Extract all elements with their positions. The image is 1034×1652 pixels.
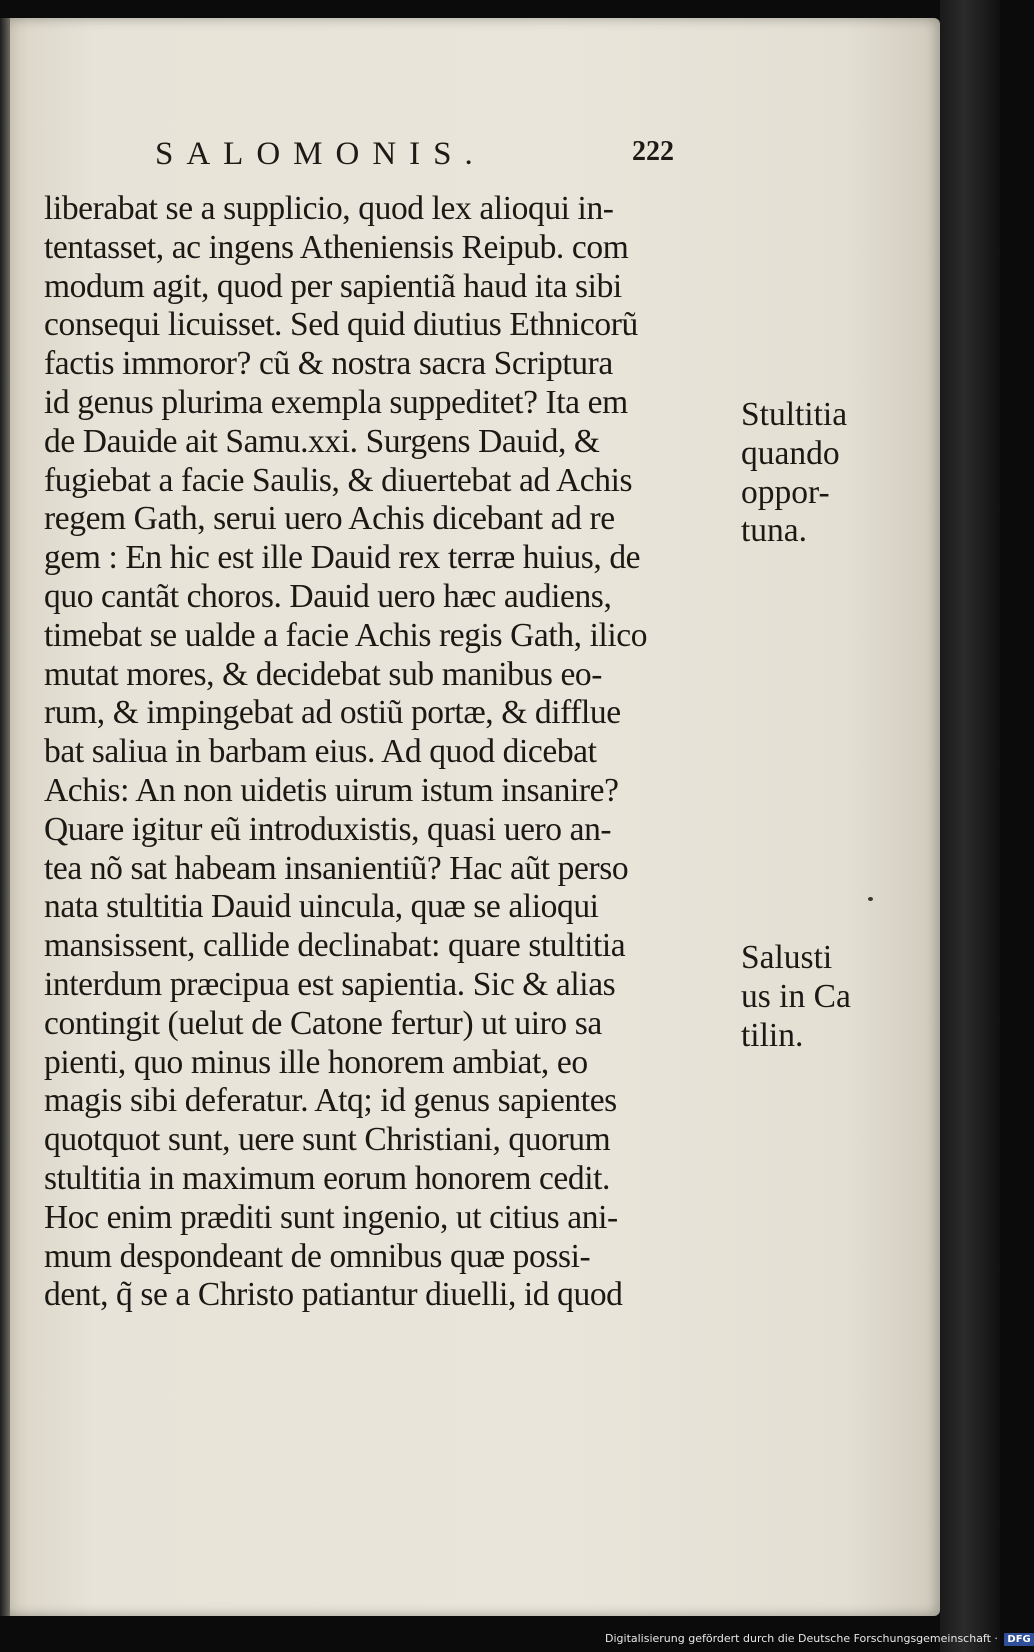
credit-text: Digitalisierung gefördert durch die Deutsche Forschungsgemeinschaft · xyxy=(605,1632,998,1645)
text-line: regem Gath, serui uero Achis dicebant ad re xyxy=(44,500,615,538)
text-line: mansissent, callide declinabat: quare stultitia xyxy=(44,927,626,965)
text-line: Hoc enim præditi sunt ingenio, ut citius ani- xyxy=(44,1198,618,1236)
running-title: SALOMONIS. xyxy=(155,136,486,172)
marginal-note-line: quando xyxy=(741,434,840,472)
marginal-note-line: tuna. xyxy=(741,512,808,550)
text-line: rum, & impingebat ad ostiũ portæ, & difflue xyxy=(44,694,621,732)
text-line: factis immoror? cũ & nostra sacra Scriptura xyxy=(44,345,613,383)
body-text xyxy=(44,190,734,1315)
marginal-note-stultitia xyxy=(741,396,931,551)
marginal-note-line: us in Ca xyxy=(741,977,851,1015)
marginal-note-line: Salusti xyxy=(741,939,833,976)
text-line: interdum præcipua est sapientia. Sic & alias xyxy=(44,965,616,1003)
marginal-note-line: oppor- xyxy=(741,473,830,511)
digitization-credit xyxy=(605,1632,1034,1646)
text-line: de Dauide ait Samu.xxi. Surgens Dauid, & xyxy=(44,422,600,460)
scan-background-strip xyxy=(940,0,1000,1652)
text-line: quotquot sunt, uere sunt Christiani, quorum xyxy=(44,1121,611,1159)
text-line: tentasset, ac ingens Atheniensis Reipub. com xyxy=(44,228,629,266)
text-line: dent, q̃ se a Christo patiantur diuelli, id quod xyxy=(44,1276,623,1314)
text-line: consequi licuisset. Sed quid diutius Ethnicorũ xyxy=(44,306,638,344)
text-line: contingit (uelut de Catone fertur) ut uiro sa xyxy=(44,1004,602,1042)
text-line: id genus plurima exempla suppeditet? Ita em xyxy=(44,383,628,421)
ink-speck xyxy=(868,897,873,901)
text-line: timebat se ualde a facie Achis regis Gath, ilico xyxy=(44,616,648,654)
marginal-note-line: Stultitia xyxy=(741,396,848,433)
dfg-logo: DFG xyxy=(1004,1633,1033,1646)
text-line: nata stultitia Dauid uincula, quæ se alioqui xyxy=(44,888,599,926)
text-line: magis sibi deferatur. Atq; id genus sapientes xyxy=(44,1082,617,1120)
text-line: quo cantãt choros. Dauid uero hæc audiens, xyxy=(44,577,612,615)
text-line: Achis: An non uidetis uirum istum insanire? xyxy=(44,771,619,809)
text-line: modum agit, quod per sapientiã haud ita sibi xyxy=(44,267,622,305)
marginal-note-salustius xyxy=(741,939,931,1055)
text-line: Quare igitur eũ introduxistis, quasi uero an- xyxy=(44,810,612,848)
text-line: pienti, quo minus ille honorem ambiat, eo xyxy=(44,1043,588,1081)
page-header xyxy=(0,136,940,176)
page-binding-edge xyxy=(0,18,10,1616)
text-line: gem : En hic est ille Dauid rex terræ huius, de xyxy=(44,539,641,577)
text-line: fugiebat a facie Saulis, & diuertebat ad Achis xyxy=(44,461,633,499)
text-line: stultitia in maximum eorum honorem cedit. xyxy=(44,1159,611,1197)
page-number: 222 xyxy=(632,136,674,167)
text-line: bat saliua in barbam eius. Ad quod dicebat xyxy=(44,733,597,771)
text-line: liberabat se a supplicio, quod lex alioqui in- xyxy=(44,190,614,227)
text-line: tea nõ sat habeam insanientiũ? Hac aũt perso xyxy=(44,849,629,887)
text-line: mum despondeant de omnibus quæ possi- xyxy=(44,1237,591,1275)
text-line: mutat mores, & decidebat sub manibus eo- xyxy=(44,655,603,693)
marginal-note-line: tilin. xyxy=(741,1016,804,1054)
